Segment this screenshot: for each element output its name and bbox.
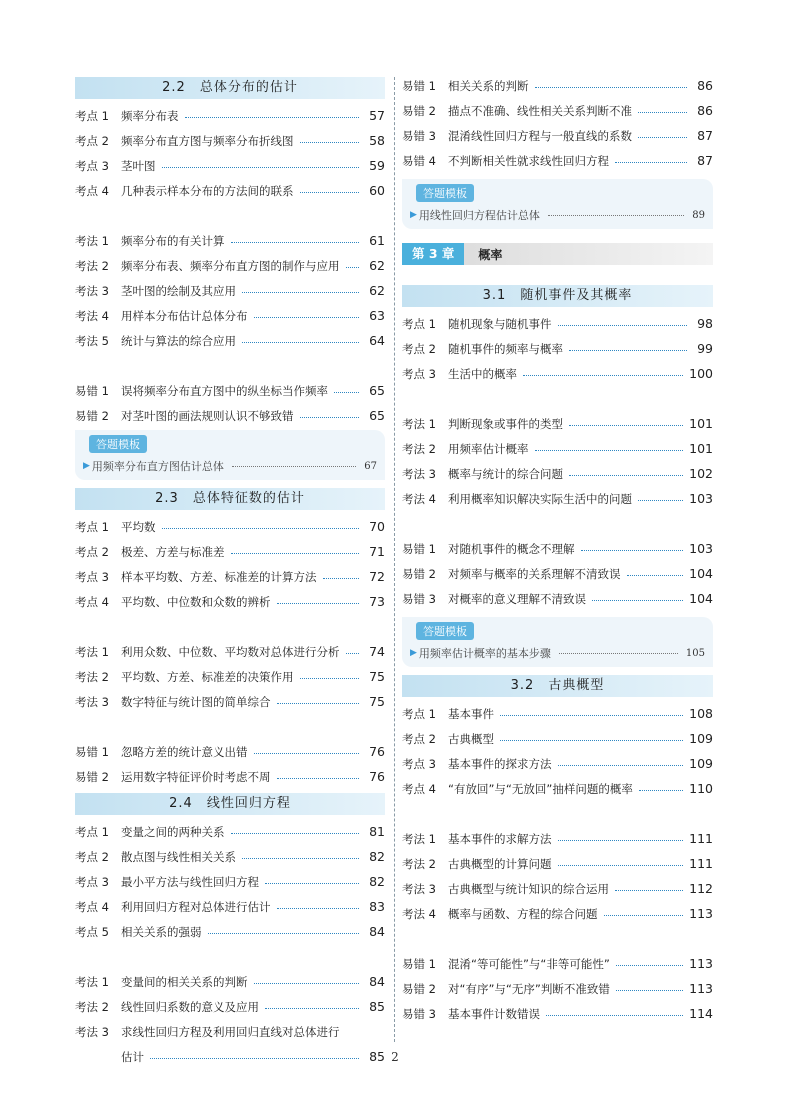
entry-page: 62 [369,283,385,298]
entry-page: 112 [689,881,713,896]
entry-page: 100 [689,366,713,381]
leader-dots [277,602,360,604]
entry-page: 113 [689,906,713,921]
answer-template-box [402,617,713,667]
entry-label: 考点 1 [75,824,109,839]
toc-entry[interactable] [402,486,713,511]
toc-entry[interactable] [402,436,713,461]
leader-dots [346,266,360,268]
leader-dots [638,136,687,138]
entry-label: 考点 2 [402,731,436,746]
toc-entry[interactable] [75,1019,385,1044]
template-page: 105 [685,647,705,659]
toc-entry[interactable] [402,361,713,386]
leader-dots [592,599,683,601]
toc-right-column [402,77,713,1026]
toc-entry[interactable] [402,561,713,586]
entry-label: 考法 2 [402,856,436,871]
toc-entry[interactable] [75,639,385,664]
entry-page: 58 [369,133,385,148]
entry-label: 考点 2 [75,133,109,148]
toc-entry[interactable] [75,378,385,403]
entry-label: 考点 3 [75,158,109,173]
section-header: 2.3 总体特征数的估计 [75,488,385,510]
toc-entry[interactable] [402,751,713,776]
toc-entry[interactable] [402,901,713,926]
toc-entry[interactable] [75,689,385,714]
leader-dots [242,291,359,293]
entry-page: 85 [369,999,385,1014]
section-header: 2.2 总体分布的估计 [75,77,385,99]
entry-title: 变量之间的两种关系 [121,824,225,839]
entry-label: 考点 2 [75,544,109,559]
entry-title: 判断现象或事件的类型 [448,416,563,431]
leader-dots [500,739,683,741]
leader-dots [535,86,688,88]
entry-label: 易错 4 [402,153,436,168]
entry-label: 考法 3 [402,881,436,896]
leader-dots [627,574,684,576]
toc-entry[interactable] [75,278,385,303]
answer-template-tag: 答题模板 [89,435,147,453]
leader-dots [346,652,360,654]
entry-label: 考法 3 [402,466,436,481]
leader-dots [616,989,683,991]
entry-label: 易错 3 [402,591,436,606]
toc-entry[interactable] [75,153,385,178]
entry-title: 平均数 [121,519,156,534]
entry-label: 考法 4 [402,906,436,921]
entry-label: 考点 3 [75,569,109,584]
toc-entry[interactable] [402,951,713,976]
triangle-right-icon: ▶ [410,648,417,658]
leader-dots [242,857,359,859]
leader-dots [265,882,359,884]
answer-template-tag: 答题模板 [416,622,474,640]
toc-entry[interactable] [402,148,713,173]
entry-label: 考法 2 [75,669,109,684]
entry-label: 考点 2 [402,341,436,356]
entry-label: 考法 1 [402,831,436,846]
column-divider [394,77,395,1042]
toc-entry[interactable] [402,1001,713,1026]
entry-title: 平均数、中位数和众数的辨析 [121,594,271,609]
leader-dots [638,499,683,501]
entry-label: 考点 1 [402,706,436,721]
leader-dots [277,777,360,779]
entry-title: 利用概率知识解决实际生活中的问题 [448,491,632,506]
entry-label: 考法 3 [75,1024,109,1039]
toc-entry[interactable] [402,336,713,361]
toc-entry[interactable] [402,586,713,611]
section-header: 3.2 古典概型 [402,675,713,697]
toc-entry[interactable] [402,461,713,486]
leader-dots [208,932,360,934]
toc-entry[interactable] [75,253,385,278]
template-title: 用线性回归方程估计总体 [418,209,540,222]
leader-dots [558,839,684,841]
template-page: 67 [364,460,377,472]
entry-title: 最小平方法与线性回归方程 [121,874,259,889]
entry-page: 57 [369,108,385,123]
leader-dots [334,391,359,393]
entry-label: 考点 3 [75,874,109,889]
entry-page: 104 [689,591,713,606]
entry-label: 考法 4 [75,308,109,323]
entry-label: 考点 1 [75,108,109,123]
entry-label: 易错 2 [75,769,109,784]
entry-page: 113 [689,981,713,996]
entry-page: 59 [369,158,385,173]
entry-label: 考法 2 [402,441,436,456]
entry-page: 110 [689,781,713,796]
entry-page: 87 [697,128,713,143]
entry-label: 易错 2 [402,566,436,581]
template-title: 用频率估计概率的基本步骤 [418,647,551,660]
entry-page: 63 [369,308,385,323]
entry-page: 98 [697,316,713,331]
leader-dots [323,577,360,579]
leader-dots [546,1014,683,1016]
leader-dots [569,424,683,426]
leader-dots [277,907,360,909]
entry-page: 76 [369,769,385,784]
toc-entry[interactable] [75,919,385,944]
entry-label: 考点 4 [75,899,109,914]
chapter-number: 第 3 章 [402,243,464,265]
entry-title: 统计与算法的综合应用 [121,333,236,348]
entry-title: 基本事件的探求方法 [448,756,552,771]
leader-dots [558,864,684,866]
entry-title: 古典概型 [448,731,494,746]
section-header: 2.4 线性回归方程 [75,793,385,815]
entry-title: 利用回归方程对总体进行估计 [121,899,271,914]
leader-dots [265,1007,359,1009]
entry-title: 用频率估计概率 [448,441,529,456]
toc-entry[interactable] [75,664,385,689]
entry-page: 76 [369,744,385,759]
leader-dots [254,982,360,984]
leader-dots [162,527,360,529]
toc-entry[interactable] [402,536,713,561]
entry-page: 65 [369,383,385,398]
entry-page: 86 [697,78,713,93]
entry-title: 忽略方差的统计意义出错 [121,744,248,759]
entry-label: 考法 1 [75,644,109,659]
toc-entry[interactable] [75,178,385,203]
toc-entry[interactable] [75,328,385,353]
leader-dots [232,465,356,467]
entry-title: 古典概型的计算问题 [448,856,552,871]
entry-title: 对茎叶图的画法规则认识不够致错 [121,408,294,423]
toc-entry[interactable] [75,128,385,153]
toc-entry[interactable] [402,311,713,336]
entry-title: 茎叶图的绘制及其应用 [121,283,236,298]
entry-label: 考点 2 [75,849,109,864]
entry-title: 几种表示样本分布的方法间的联系 [121,183,294,198]
toc-entry[interactable] [75,869,385,894]
leader-dots [254,316,360,318]
entry-title: 频率分布的有关计算 [121,233,225,248]
entry-title: 对频率与概率的关系理解不清致误 [448,566,621,581]
entry-title: 对随机事件的概念不理解 [448,541,575,556]
leader-dots [242,341,359,343]
toc-entry[interactable] [402,976,713,1001]
leader-dots [615,889,683,891]
leader-dots [604,914,684,916]
leader-dots [254,752,360,754]
answer-template-box [402,179,713,229]
leader-dots [535,449,684,451]
entry-label: 考法 3 [75,694,109,709]
toc-entry[interactable] [75,228,385,253]
toc-entry[interactable] [402,411,713,436]
leader-dots [569,474,683,476]
entry-title: 混淆线性回归方程与一般直线的系数 [448,128,632,143]
entry-label: 考法 1 [75,974,109,989]
toc-entry[interactable] [75,844,385,869]
leader-dots [300,677,360,679]
answer-template-entry[interactable] [83,458,377,474]
toc-entry[interactable] [75,589,385,614]
toc-entry[interactable] [402,826,713,851]
entry-page: 87 [697,153,713,168]
leader-dots [558,324,688,326]
toc-entry[interactable] [402,123,713,148]
entry-label: 考法 2 [75,999,109,1014]
entry-label: 易错 1 [75,383,109,398]
leader-dots [300,141,360,143]
answer-template-entry[interactable] [410,645,705,661]
entry-page: 84 [369,924,385,939]
entry-page: 103 [689,491,713,506]
entry-label: 考法 5 [75,333,109,348]
leader-dots [558,764,684,766]
leader-dots [639,789,683,791]
entry-title: 基本事件的求解方法 [448,831,552,846]
entry-label: 易错 2 [75,408,109,423]
entry-title: 随机现象与随机事件 [448,316,552,331]
entry-page: 60 [369,183,385,198]
entry-label: 考点 4 [402,781,436,796]
leader-dots [616,964,683,966]
leader-dots [231,832,360,834]
entry-label: 考点 5 [75,924,109,939]
entry-page: 101 [689,441,713,456]
entry-title: 随机事件的频率与概率 [448,341,563,356]
entry-label: 考法 4 [402,491,436,506]
toc-entry[interactable] [75,103,385,128]
toc-entry[interactable] [75,739,385,764]
toc-entry[interactable] [402,73,713,98]
entry-title: 运用数字特征评价时考虑不周 [121,769,271,784]
leader-dots [300,416,360,418]
entry-page: 61 [369,233,385,248]
entry-label: 考法 2 [75,258,109,273]
entry-title: 概率与函数、方程的综合问题 [448,906,598,921]
toc-entry[interactable] [75,564,385,589]
entry-title: 极差、方差与标准差 [121,544,225,559]
answer-template-tag: 答题模板 [416,184,474,202]
entry-label: 考点 4 [75,183,109,198]
entry-page: 102 [689,466,713,481]
toc-entry[interactable] [75,403,385,428]
entry-title: 相关关系的强弱 [121,924,202,939]
leader-dots [559,652,678,654]
triangle-right-icon: ▶ [410,210,417,220]
entry-label: 易错 1 [402,541,436,556]
entry-page: 83 [369,899,385,914]
toc-entry[interactable] [75,539,385,564]
entry-page: 99 [697,341,713,356]
entry-page: 109 [689,756,713,771]
entry-label: 考法 1 [75,233,109,248]
template-page: 89 [692,209,705,221]
toc-left-column [75,77,385,1069]
leader-dots [500,714,683,716]
entry-title: 变量间的相关关系的判断 [121,974,248,989]
entry-title: 频率分布直方图与频率分布折线图 [121,133,294,148]
leader-dots [231,552,360,554]
entry-page: 70 [369,519,385,534]
entry-page: 73 [369,594,385,609]
entry-page: 108 [689,706,713,721]
entry-page: 62 [369,258,385,273]
toc-entry[interactable] [402,851,713,876]
toc-entry[interactable] [402,98,713,123]
entry-title: 不判断相关性就求线性回归方程 [448,153,609,168]
entry-label: 考点 4 [75,594,109,609]
entry-label: 易错 3 [402,1006,436,1021]
toc-entry[interactable] [402,876,713,901]
toc-entry[interactable] [75,303,385,328]
entry-page: 82 [369,874,385,889]
entry-page: 113 [689,956,713,971]
leader-dots [638,111,687,113]
template-title: 用频率分布直方图估计总体 [91,460,224,473]
leader-dots [185,116,360,118]
entry-label: 易错 1 [75,744,109,759]
toc-entry[interactable] [75,764,385,789]
leader-dots [615,161,687,163]
entry-label: 考点 3 [402,756,436,771]
leader-dots [548,214,684,216]
entry-title: 概率与统计的综合问题 [448,466,563,481]
entry-page: 75 [369,694,385,709]
entry-page: 101 [689,416,713,431]
entry-title: 基本事件 [448,706,494,721]
toc-entry[interactable] [75,969,385,994]
entry-page: 84 [369,974,385,989]
section-header: 3.1 随机事件及其概率 [402,285,713,307]
entry-title: 样本平均数、方差、标准差的计算方法 [121,569,317,584]
entry-title: 相关关系的判断 [448,78,529,93]
entry-title: 频率分布表、频率分布直方图的制作与应用 [121,258,340,273]
entry-page: 104 [689,566,713,581]
chapter-header [402,243,713,265]
toc-entry[interactable] [402,701,713,726]
entry-page: 114 [689,1006,713,1021]
entry-title: 生活中的概率 [448,366,517,381]
entry-title: 古典概型与统计知识的综合运用 [448,881,609,896]
entry-page: 71 [369,544,385,559]
entry-title: 描点不准确、线性相关关系判断不准 [448,103,632,118]
entry-title: 用样本分布估计总体分布 [121,308,248,323]
entry-label: 考点 1 [75,519,109,534]
entry-page: 72 [369,569,385,584]
triangle-right-icon: ▶ [83,461,90,471]
entry-page: 81 [369,824,385,839]
leader-dots [231,241,360,243]
entry-title: 求线性回归方程及利用回归直线对总体进行 [121,1024,340,1039]
toc-entry[interactable] [75,514,385,539]
entry-label: 考点 1 [402,316,436,331]
entry-page: 109 [689,731,713,746]
entry-page: 74 [369,644,385,659]
entry-title: 对“有序”与“无序”判断不准致错 [448,981,610,996]
entry-label: 易错 2 [402,981,436,996]
toc-entry[interactable] [402,776,713,801]
toc-entry[interactable] [75,994,385,1019]
entry-title: 平均数、方差、标准差的决策作用 [121,669,294,684]
entry-title: 误将频率分布直方图中的纵坐标当作频率 [121,383,328,398]
entry-page: 65 [369,408,385,423]
entry-title: 估计 [121,1049,144,1064]
answer-template-entry[interactable] [410,207,705,223]
leader-dots [277,702,360,704]
entry-title: 散点图与线性相关关系 [121,849,236,864]
entry-label: 考法 1 [402,416,436,431]
entry-title: 茎叶图 [121,158,156,173]
entry-page: 86 [697,103,713,118]
entry-page: 111 [689,831,713,846]
entry-label: 易错 3 [402,128,436,143]
entry-label: 易错 2 [402,103,436,118]
entry-page: 64 [369,333,385,348]
toc-entry[interactable] [75,819,385,844]
entry-title: 混淆“等可能性”与“非等可能性” [448,956,610,971]
entry-page: 75 [369,669,385,684]
entry-title: 数字特征与统计图的简单综合 [121,694,271,709]
entry-label: 易错 1 [402,78,436,93]
answer-template-box [75,430,385,480]
entry-page: 103 [689,541,713,556]
entry-title: 基本事件计数错误 [448,1006,540,1021]
entry-title: 对概率的意义理解不清致误 [448,591,586,606]
entry-label: 考法 3 [75,283,109,298]
leader-dots [162,166,360,168]
entry-label: 考点 3 [402,366,436,381]
leader-dots [523,374,683,376]
leader-dots [581,549,684,551]
chapter-title: 概率 [478,247,503,262]
entry-title: 线性回归系数的意义及应用 [121,999,259,1014]
page-number: 2 [391,1050,399,1064]
entry-page: 82 [369,849,385,864]
entry-label: 易错 1 [402,956,436,971]
leader-dots [300,191,360,193]
entry-page: 85 [369,1049,385,1064]
entry-title: “有放回”与“无放回”抽样问题的概率 [448,781,633,796]
leader-dots [569,349,687,351]
entry-title: 利用众数、中位数、平均数对总体进行分析 [121,644,340,659]
entry-page: 111 [689,856,713,871]
toc-entry[interactable] [402,726,713,751]
toc-entry[interactable] [75,894,385,919]
entry-title: 频率分布表 [121,108,179,123]
